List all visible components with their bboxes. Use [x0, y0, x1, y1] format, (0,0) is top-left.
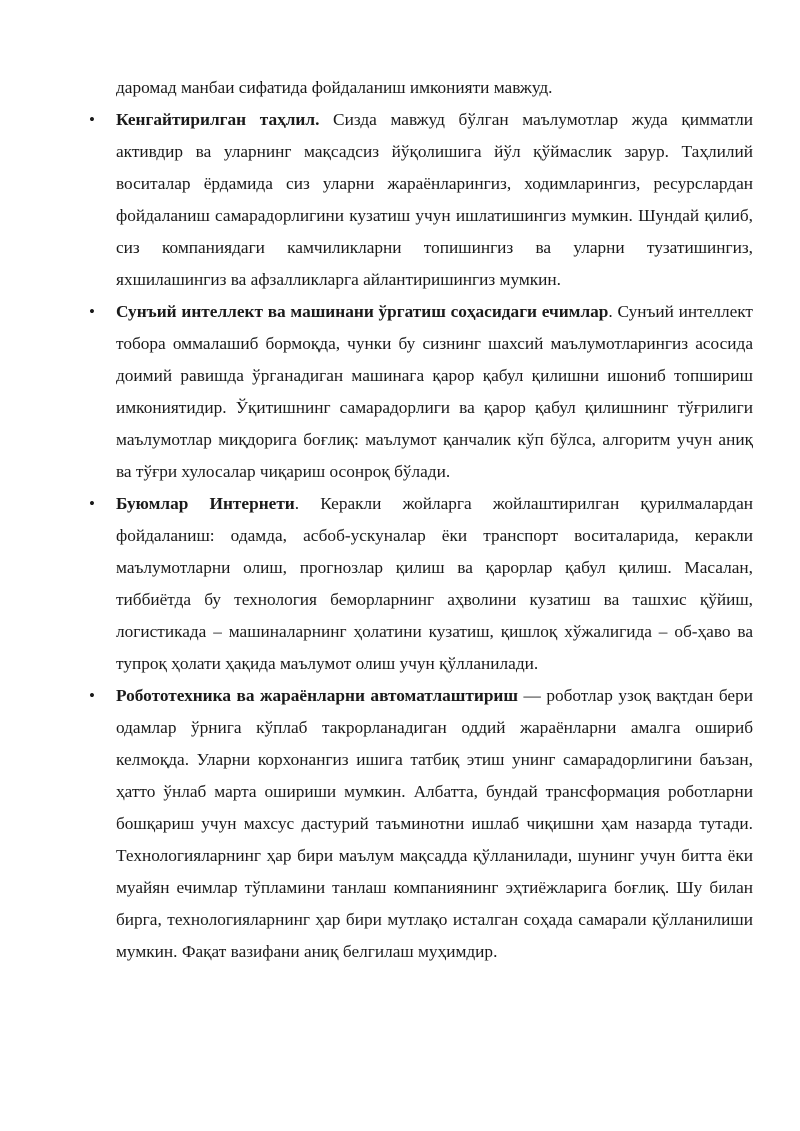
bullet-item-ai — [89, 296, 753, 488]
bullet-text: Сизда мавжуд бўлган маълумотлар жуда қимматли активдир ва уларнинг мақсадсиз йўқолишига йўл қўймаслик зарур. Таҳлилий воситалар ёрдамида сиз уларни жараёнларингиз, ходимларингиз, ресурслардан фойдаланиш самарадорлигини кузатиш учун ишлатишингиз мумкин. Шундай қилиб, сиз компаниядаги камчиликларни топишингиз ва уларни тузатишингиз, яхшилашингиз ва афзалликларга айлантиришингиз мумкин. — [116, 110, 753, 289]
bullet-marker: • — [89, 110, 95, 129]
bullet-text: . Керакли жойларга жойлаштирилган қурилмалардан фойдаланиш: одамда, асбоб-ускуналар ёки транспорт воситаларида, керакли маълумотларни олиш, прогнозлар қилиш ва қарорлар қабул қилиш. Масалан, тиббиётда бу технология беморларнинг аҳволини кузатиш ва ташхис қўйиш, логистикада – машиналарнинг ҳолатини кузатиш, қишлоқ хўжалигида – об-ҳаво ва тупроқ ҳолати ҳақида маълумот олиш учун қўлланилади. — [116, 494, 753, 673]
bullet-item-analysis — [89, 104, 753, 296]
bullet-text: . Сунъий интеллект тобора оммалашиб бормоқда, чунки бу сизнинг шахсий маълумотларингиз асосида доимий равишда ўрганадиган машинага қарор қабул қилишни ишониб топшириш имкониятидир. Ўқитишнинг самарадорлиги ва қарор қабул қилишнинг тўғрилиги маълумотлар миқдорига боғлиқ: маълумот қанчалик кўп бўлса, алгоритм учун аниқ ва тўғри хулосалар чиқариш осонроқ бўлади. — [116, 302, 753, 481]
bullet-item-robotics — [89, 680, 753, 968]
bullet-item-iot — [89, 488, 753, 680]
bullet-heading: Сунъий интеллект ва машинани ўргатиш соҳасидаги ечимлар — [116, 302, 609, 321]
bullet-marker: • — [89, 686, 95, 705]
bullet-marker: • — [89, 494, 95, 513]
bullet-heading: Кенгайтирилган таҳлил. — [116, 110, 320, 129]
bullet-list — [89, 104, 753, 968]
bullet-heading: Буюмлар Интернети — [116, 494, 295, 513]
bullet-heading: Робототехника ва жараёнларни автоматлаштириш — [116, 686, 518, 705]
continuation-line: даромад манбаи сифатида фойдаланиш имконияти мавжуд. — [116, 78, 553, 97]
bullet-marker: • — [89, 302, 95, 321]
bullet-text: — роботлар узоқ вақтдан бери одамлар ўрнига кўплаб такрорланадиган оддий жараёнларни амалга ошириб келмоқда. Уларни корхонангиз ишига татбиқ этиш унинг самарадорлигини баъзан, ҳатто ўнлаб марта ошириши мумкин. Албатта, бундай трансформация роботларни бошқариш учун махсус дастурий таъминотни ишлаб чиқишни ҳам назарда тутади. Технологияларнинг ҳар бири маълум мақсадда қўлланилади, шунинг учун битта ёки муайян ечимлар тўпламини танлаш компаниянинг эҳтиёжларига боғлиқ. Шу билан бирга, технологияларнинг ҳар бири мутлақо исталган соҳада самарали қўлланилиши мумкин. Фақат вазифани аниқ белгилаш муҳимдир. — [116, 686, 753, 961]
